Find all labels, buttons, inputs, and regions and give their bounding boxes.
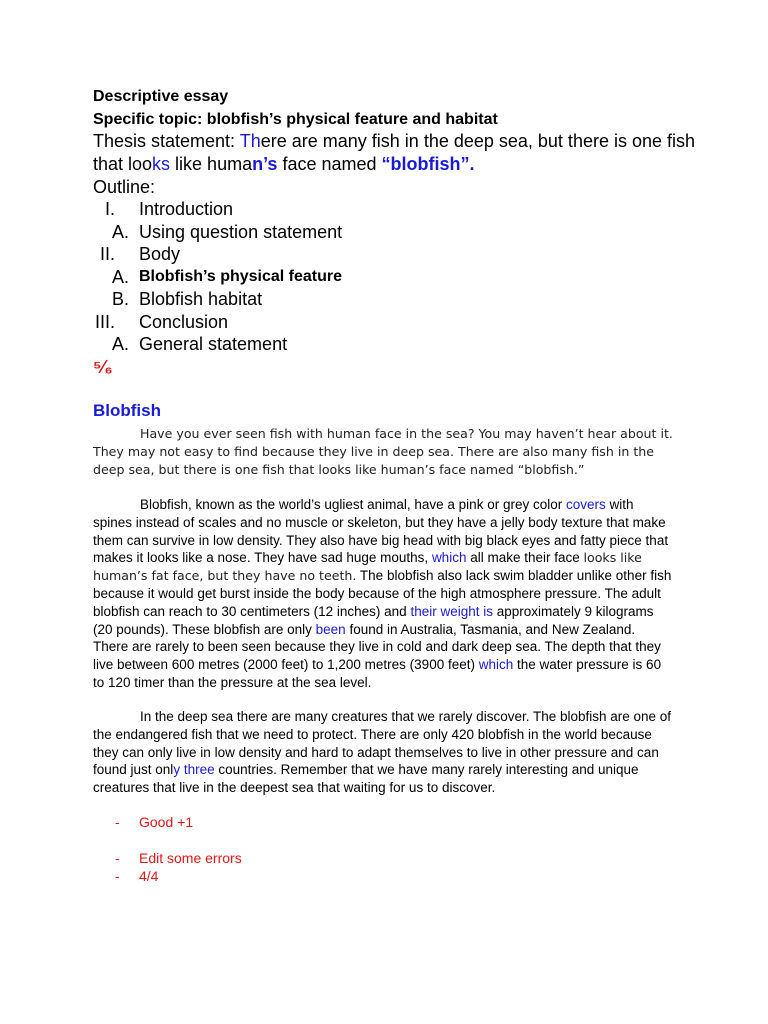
comment-text: Good +1 [139, 814, 194, 830]
paragraph-text: the water pressure is 60 to 120 timer than the pressure at the sea level. [93, 657, 662, 690]
essay-title: Blobfish [93, 401, 161, 420]
thesis-label: Thesis statement: [93, 131, 240, 151]
outline-text: Blobfish habitat [139, 289, 263, 309]
outline-text: Blobfish’s physical feature [139, 268, 343, 285]
outline-number: A. [111, 334, 129, 354]
essay-paragraph [93, 496, 673, 692]
outline-heading: Outline: [93, 177, 156, 197]
paragraph-text: with spines instead of scales and no muscle or skeleton, but they have a jelly body texture that make them can survive in low density. They also have big head with big black eyes and fatty piece that makes it looks like a nose. They have sad huge mouths, [93, 497, 669, 566]
outline-text: Body [139, 244, 181, 264]
outline-text: Using question statement [139, 222, 343, 242]
grade-mark: ⁵⁄₆ [93, 357, 113, 377]
thesis-text: like huma [170, 154, 253, 174]
correction-text: which [478, 657, 514, 673]
comment-text: Edit some errors [139, 850, 242, 866]
comment-dash: - [115, 814, 120, 830]
paragraph-text: looks like human’s fat face, but they have no teeth. [93, 550, 642, 584]
thesis-statement [93, 130, 713, 176]
teacher-comment [115, 814, 193, 830]
document-title: Descriptive essay [93, 88, 229, 105]
correction-text: covers [565, 497, 606, 512]
comment-dash: - [115, 868, 120, 884]
thesis-correction: “blobfish”. [381, 154, 475, 174]
thesis-correction: Th [239, 131, 261, 151]
essay-paragraph: Have you ever seen fish with human face in the sea? You may haven’t hear about it. They may not easy to find because they live in deep sea. There are also many fish in the deep sea, but there is one fish that looks like human’s face named “blobfish.” [93, 426, 673, 477]
correction-text: been [315, 621, 346, 637]
outline-number: A. [111, 267, 129, 287]
outline-number: II. [99, 244, 115, 264]
correction-text: which [431, 550, 467, 566]
outline-number: B. [111, 289, 129, 309]
teacher-comment [115, 868, 158, 884]
paragraph-text: The blobfish also lack swim bladder unlike other fish because it would get burst inside the body because of the high atmosphere pressure. The adult blobfish can reach to 30 centimeters (12 inches) and [93, 568, 672, 619]
specific-topic: Specific topic: blobfish’s physical feature and habitat [93, 111, 498, 128]
thesis-correction: ks [152, 154, 171, 174]
correction-text: y three [173, 762, 215, 778]
thesis-text: face named [277, 154, 382, 174]
paragraph-text: Blobfish, known as the world’s ugliest animal, have a pink or grey color [140, 497, 566, 512]
paragraph-text: countries. Remember that we have many rarely interesting and unique creatures that live in the deepest sea that waiting for us to discover. [93, 762, 639, 796]
thesis-text: ere are many fish in the deep sea, but there is one fish that loo [93, 131, 696, 174]
outline-text: Conclusion [139, 312, 229, 332]
outline-number: A. [111, 222, 129, 242]
teacher-comment [115, 850, 242, 866]
essay-paragraph [93, 708, 673, 797]
paragraph-text: found in Australia, Tasmania, and New Zealand. There are rarely to been seen because they live in cold and dark deep sea. The depth that they live between 600 metres (2000 feet) to 1,200 metres (3900 feet) [93, 621, 661, 673]
thesis-correction: n’s [252, 154, 278, 174]
comment-dash: - [115, 850, 120, 866]
paragraph-text: approximately 9 kilograms (20 pounds). These blobfish are only [93, 603, 654, 637]
correction-text: their weight is [410, 603, 493, 619]
outline-number: III. [94, 312, 115, 332]
outline-number: I. [104, 199, 115, 219]
paragraph-text: all make their face [466, 550, 584, 566]
outline-text: General statement [139, 334, 288, 354]
paragraph-text: In the deep sea there are many creatures that we rarely discover. The blobfish are one of the endangered fish that we need to protect. There are only 420 blobfish in the world because they can only live in low density and hard to adapt themselves to live in other pressure and can found just onl [93, 709, 672, 778]
comment-text: 4/4 [139, 868, 159, 884]
outline-text: Introduction [139, 199, 234, 219]
